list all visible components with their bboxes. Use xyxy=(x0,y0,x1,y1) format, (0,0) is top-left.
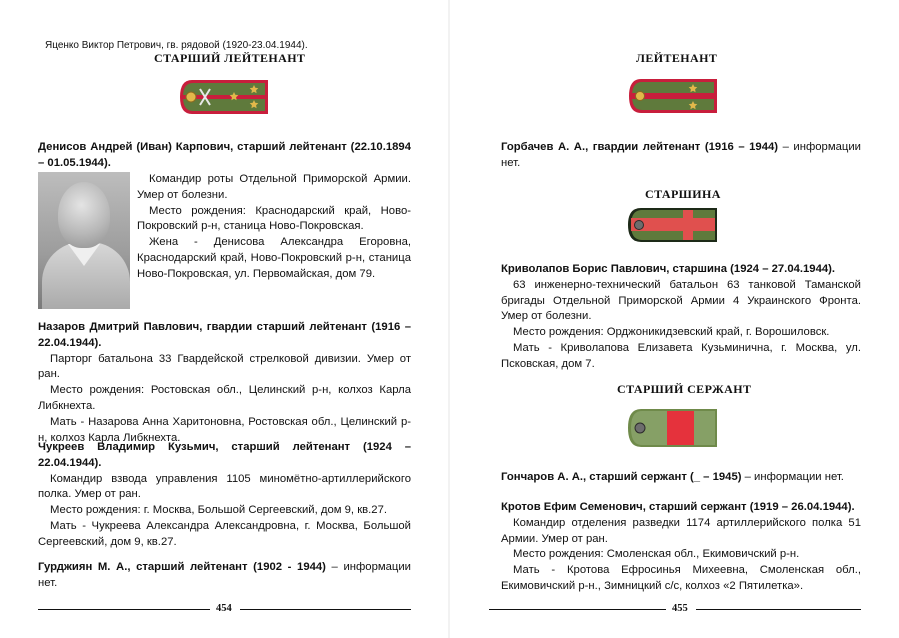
entry-heading: Назаров Дмитрий Павлович, гвардии старший лейтенант (1916 – 22.04.1944). xyxy=(38,321,411,349)
section-title-starshina: СТАРШИНА xyxy=(645,187,721,201)
footer-right xyxy=(489,603,861,615)
senior-lieutenant-epaulette-icon xyxy=(178,78,272,116)
entry-line: 63 инженерно-технический батальон 63 танковой Таманской бригады Отдельной Приморской Армии 4 Украинского Фронта. Умер от болезни. xyxy=(501,278,861,323)
entry-line: Место рождения: Краснодарский край, Ново-Покровский р-н, станица Ново-Покровская. xyxy=(137,204,411,233)
entry-krotov xyxy=(501,500,861,595)
entry-denisov-body xyxy=(137,172,411,283)
entry-line: Командир отделения разведки 1174 артиллерийского полка 51 Армии. Умер от ран. xyxy=(501,516,861,545)
entry-denisov xyxy=(38,140,411,172)
entry-line: Жена - Денисова Александра Егоровна, Краснодарский край, Ново-Покровский р-н, станица Ново-Покровская, ул. Первомайская, дом 79. xyxy=(137,236,411,280)
entry-heading: Чукреев Владимир Кузьмич, старший лейтенант (1924 – 22.04.1944). xyxy=(38,441,411,469)
entry-line: Мать - Кротова Ефросинья Михеевна, Смоленская обл., Екимовичский р-н., Зимницкий с/с, колхоз «2 Пятилетка». xyxy=(501,564,861,592)
section-title-senior-lieutenant: СТАРШИЙ ЛЕЙТЕНАНТ xyxy=(154,51,306,65)
entry-line: Командир взвода управления 1105 миномётно-артиллерийского полка. Умер от ран. xyxy=(38,472,411,501)
entry-heading: Криволапов Борис Павлович, старшина (1924 – 27.04.1944). xyxy=(501,263,836,275)
entry-line: Место рождения: Смоленская обл., Екимовичский р-н. xyxy=(513,548,800,561)
entry-line: Мать - Назарова Анна Харитоновна, Ростовская обл., Целинский р-н, колхоз Карла Либкнехта. xyxy=(38,415,411,444)
lieutenant-epaulette-icon xyxy=(627,77,721,115)
entry-heading: Гончаров А. А., старший сержант (_ – 1945) – информации нет. xyxy=(501,471,844,483)
entry-heading: Горбачев А. А., гвардии лейтенант (1916 – 1944) – информации нет. xyxy=(501,141,861,169)
entry-gorbachev xyxy=(501,140,861,172)
entry-chukreev xyxy=(38,440,411,551)
senior-sergeant-epaulette-icon xyxy=(627,408,721,448)
portrait-photo xyxy=(38,172,130,309)
entry-goncharov xyxy=(501,470,861,486)
entry-krivolapov xyxy=(501,262,861,373)
left-page xyxy=(0,0,449,638)
entry-line: Место рождения: г. Москва, Большой Сергеевский, дом 9, кв.27. xyxy=(50,504,387,517)
running-head: Яценко Виктор Петрович, гв. рядовой (1920-23.04.1944). xyxy=(45,40,308,51)
starshina-epaulette-icon xyxy=(627,207,721,243)
section-title-senior-sergeant: СТАРШИЙ СЕРЖАНТ xyxy=(617,382,752,396)
right-page xyxy=(450,0,899,638)
entry-line: Место рождения: Орджоникидзевский край, г. Ворошиловск. xyxy=(513,326,830,339)
entry-line: Командир роты Отдельной Приморской Армии. Умер от болезни. xyxy=(137,173,411,201)
entry-line: Мать - Чукреева Александра Александровна, г. Москва, Большой Сергеевский, дом 9, кв.27. xyxy=(38,519,411,548)
section-title-lieutenant: ЛЕЙТЕНАНТ xyxy=(636,51,718,65)
entry-line: Парторг батальона 33 Гвардейской стрелковой дивизии. Умер от ран. xyxy=(38,352,411,381)
entry-heading: Денисов Андрей (Иван) Карпович, старший лейтенант (22.10.1894 – 01.05.1944). xyxy=(38,141,411,169)
entry-line: Место рождения: Ростовская обл., Целинский р-н, колхоз Карла Либкнехта. xyxy=(38,384,411,412)
entry-heading: Гурджиян М. А., старший лейтенант (1902 - 1944) – информации нет. xyxy=(38,561,411,589)
entry-heading: Кротов Ефим Семенович, старший сержант (1919 – 26.04.1944). xyxy=(501,501,855,513)
page-number: 454 xyxy=(216,603,232,614)
entry-gurdzhiyan xyxy=(38,560,411,592)
entry-line: Мать - Криволапова Елизавета Кузьминична, г. Москва, ул. Псковская, дом 7. xyxy=(501,341,861,370)
page-number: 455 xyxy=(672,603,688,614)
footer-left xyxy=(38,603,411,615)
entry-nazarov xyxy=(38,320,411,446)
